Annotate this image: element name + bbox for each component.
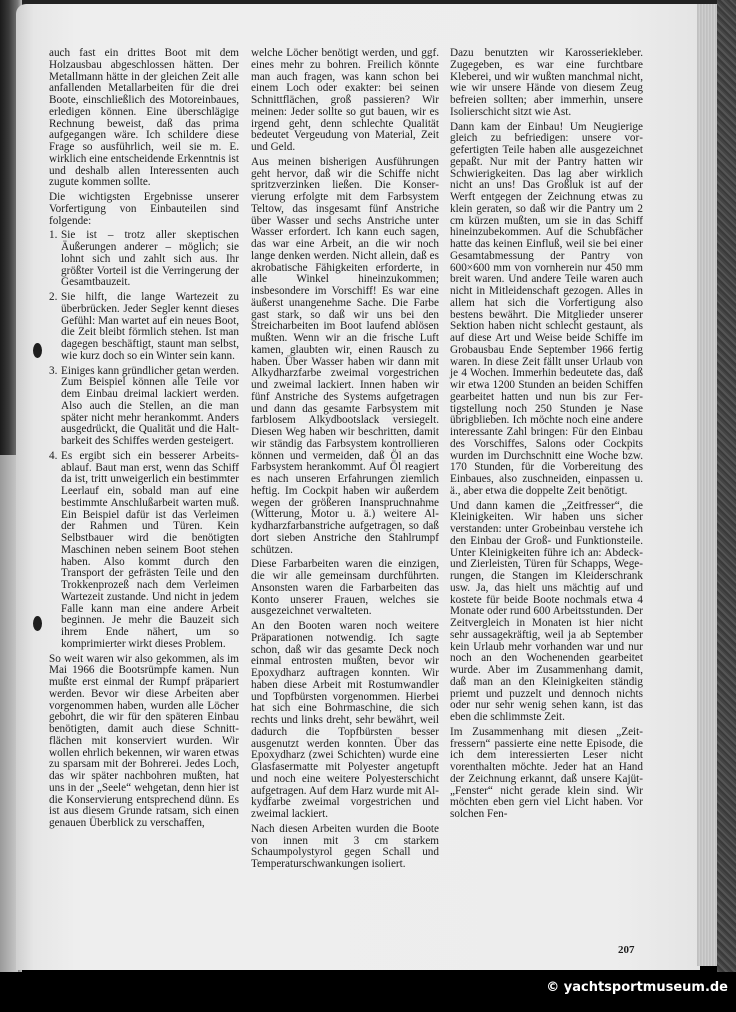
copyright-watermark: © yachtsportmuseum.de [546, 980, 728, 995]
list-item [49, 230, 239, 289]
results-list [49, 230, 239, 650]
text-column-3 [450, 48, 643, 824]
list-item [49, 366, 239, 448]
paragraph: Nach diesen Arbeiten wurden die Boote von innen mit 3 cm starkem Schaumpolystyrol gegen Schall und Temperaturschwankungen isoliert. [251, 822, 439, 870]
text-column-2 [251, 48, 439, 874]
binding-hole [33, 343, 42, 358]
binding-hole [33, 616, 42, 631]
list-number: 2. [49, 291, 58, 303]
text-column-1 [49, 48, 239, 833]
list-text: Sie hilft, die lange Wartezeit zu überbrücken. Jeder Segler kennt dieses Gefühl: Man wartet auf ein neues Boot, die Zeit bleibt förmlich stehen. Ist man dagegen beschäftigt, staunt man selbst, wie kurz doch so ein Winter sein kann. [61, 291, 239, 362]
paragraph: Diese Farbarbeiten waren die einzigen, die wir alle gemeinsam durchführten. Ansonsten waren die Farbarbeiten das Konto unserer Frauen, welches sie ausgezeichnet verwalteten. [251, 558, 439, 618]
page-number: 207 [618, 944, 635, 956]
paragraph: auch fast ein drittes Boot mit dem Holzausbau abgeschlossen hätten. Der Metallmann hätte in der gleichen Zeit alle anfallenden Metallarbeiten für die drei Boote, einschließlich des Motoreinbaues, erledigen können. Eine überschlägige Rechnung beweist, daß das prima aufgegangen wäre. Ich schildere diese Frage so ausführlich, weil sie m. E. wirklich eine entscheidende Erkenntnis ist und deshalb allen Interessenten auch zugute kommen sollte. [49, 47, 239, 189]
paragraph: So weit waren wir also gekommen, als im Mai 1966 die Bootsrümpfe kamen. Nun mußte erst einmal der Rumpf präpariert werden. Bevor wir diese Arbeiten aber vorgenommen haben, wurden alle Löcher gebohrt, die wir für den späteren Einbau benötigten, damit auch diese Schnittflächen mit konserviert wurden. Wir wollen ehrlich bekennen, wir waren etwas zu sparsam mit der Bohrerei. Jedes Loch, das wir später nachbohren mußten, hat uns in der „Seele“ wehgetan, denn hier ist die Konservierung entsprechend dünn. Es ist aus diesem Grunde ratsam, sich einen genauen Überblick zu verschaffen, [49, 652, 239, 829]
table-surface [717, 0, 736, 975]
paragraph: Dann kam der Einbau! Um Neugierige gleich zu befriedigen: unsere vorgefertigten Teile haben alle ausgezeichnet gepaßt. Nur mit der Pantry hatten wir Schwierigkeiten. Das lag aber wirklich nicht an uns! Das Großluk ist auf der Werft entgegen der Zeichnung etwas zu klein geraten, so daß wir die Pantry um 2 cm kürzen mußten, um sie in das Schiff hineinzubekommen. Auf die Schubfächer hatte das keinen Einfluß, weil sie bei einer Gesamtabmessung der Pantry von 600×600 mm von vornherein nur 450 mm breit waren. Und andere Teile waren auch nicht in Mitleidenschaft gezogen. Alles in allem hat sich die Vorfertigung also bestens bewährt. Die Mitglieder unserer Sektion haben nicht schlecht gestaunt, als auf diese Art und Weise beide Schiffe im Grobausbau Ende September 1966 fertig waren. In diese Zeit fällt unser Urlaub von je 4 Wochen. Immerhin bedeutete das, daß wir etwa 1200 Stunden an beiden Schiffen gearbeitet hatten und nun bis zur Fertigstellung noch 250 Stunden je Nase übrigblieben. Ich möchte noch eine andere interessante Zahl bringen: Für den Einbau des Vorschiffes, Salons oder Cockpits wurden im Durchschnitt eine Woche bzw. 170 Stunden, für die Vorbereitung des Einbaues, also zuschneiden, einpassen u. ä., aber etwa die doppelte Zeit benötigt. [450, 120, 643, 497]
paragraph: Im Zusammenhang mit diesen „Zeitfressern“ passierte eine nette Episode, die ich dem interessierten Leser nicht vorenthalten möchte. Jeder hat an Hand der Zeichnung erkannt, daß unsere Kajüt-„Fenster“ nicht gerade klein sind. Wir möchten eben gern viel Licht haben. Vor solchen Fen- [450, 725, 643, 820]
paragraph: Aus meinen bisherigen Ausführungen geht hervor, daß wir die Schiffe nicht spritzverzinken ließen. Die Konservierung erfolgte mit dem Farbsystem Teltow, das insgesamt fünf Anstriche über Wasser und sechs Anstriche unter Wasser erfordert. Ich kann euch sagen, das war eine Arbeit, an die wir noch lange denken werden. Nicht allein, daß es akrobatische Fähigkeiten erforderte, in alle Winkel hineinzukommen; insbesondere im Vorschiff! Es war eine äußerst unangenehme Sache. Die Farbe gast stark, so daß wir uns bei den Streicharbeiten im Boot laufend ablösen mußten. Wenn wir an die frische Luft kamen, glaubten wir, einen Rausch zu haben. Über Wasser haben wir dann mit Alkydharzfarbe zweimal vorgestrichen und zweimal lackiert. Innen haben wir fünf Anstriche des Systems aufgetragen und dann das gesamte Farbsystem mit farblosem Alkydbootslack versiegelt. Diesen Weg haben wir beschritten, damit wir ständig das Farbsystem kontrollieren können und vermeiden, daß Öl an das Farbsystem herankommt. Auf Öl reagiert es nach unseren Erfahrungen ziemlich heftig. Im Cockpit haben wir außerdem wegen der größeren Inanspruchnahme (Witterung, Motor u. ä.) weitere Alkydharzfarbanstriche aufgetragen, so daß dort sieben Anstriche den Stahlrumpf schützen. [251, 155, 439, 556]
list-number: 1. [49, 229, 58, 242]
list-item [49, 292, 239, 363]
list-text: Es ergibt sich ein besserer Arbeitsablauf. Baut man erst, wenn das Schiff da ist, tritt unweigerlich ein bestimmter Leerlauf ein, sobald man auf eine bestimmte Anschlußarbeit warten muß. Ein Beispiel dafür ist das Verleimen der Rahmen und Türen. Kein Selbstbauer wird die benötigten Maschinen neben seinem Boot stehen haben. Also kommt durch den Transport der gefrästen Teile und den Trokkenprozeß nach dem Verleimen Wartezeit zustande. Und nicht in jedem Falle kann man eine andere Arbeit beginnen. Je mehr die Bauzeit sich ihrem Ende nähert, um so komprimierter wirkt dieses Problem. [61, 449, 239, 650]
list-text: Sie ist – trotz aller skeptischen Äußerungen anderer – möglich; sie lohnt sich und zahlt sich aus. Ihr größter Vorteil ist die Verringerung der Gesamtbauzeit. [61, 229, 239, 289]
paragraph: welche Löcher benötigt werden, und ggf. eines mehr zu bohren. Freilich könnte man auch fragen, was kann schon bei einem Loch oder exakter: bei seinen Schnittflächen, groß passieren? Wir meinen: Jeder sollte so gut bauen, wir es irgend geht, denn schlechte Qualität bedeutet Vergeudung von Material, Zeit und Geld. [251, 47, 439, 153]
page-edges [697, 4, 717, 966]
list-number: 4. [49, 449, 58, 462]
list-item [49, 451, 239, 651]
paragraph: Dazu benutzten wir Karosseriekleber. Zugegeben, es war eine furchtbare Kleberei, und wir wußten manchmal nicht, wie wir unsere Hände von diesem Zeug befreien sollten; aber immerhin, unsere Isolierschicht sitzt wie Ast. [450, 47, 643, 118]
paragraph: Und dann kamen die „Zeitfresser“, die Kleinigkeiten. Wir haben uns sicher verstanden: unter Grobeinbau verstehe ich den Einbau der Groß- und Funktionsteile. Unter Kleinigkeiten führe ich an: Abdeck- und Zierleisten, Türen für Schapps, Wegerungen, die Stangen im Kleiderschrank usw. Ja, das hielt uns mächtig auf und kostete für beide Boote nochmals etwa 4 Monate oder rund 600 Arbeitsstunden. Der Zeitvergleich in Monaten ist hier nicht sehr aussagekräftig, weil ja ab September kein Urlaub mehr vorhanden war und nur noch an den Wochenenden gearbeitet wurde. Aber im Zusammenhang damit, daß man an den Kleinigkeiten ständig priemt und puzzelt und dennoch nichts oder nur sehr wenig sehen kann, ist das eben die schlimmste Zeit. [450, 499, 643, 723]
paragraph: Die wichtigsten Ergebnisse unserer Vorfertigung von Einbauteilen sind folgende: [49, 191, 239, 227]
list-number: 3. [49, 364, 58, 377]
paragraph: An den Booten waren noch weitere Präparationen notwendig. Ich sagte schon, daß wir das gesamte Deck noch einmal entrosten mußten, bevor wir Epoxydharz auftragen konnten. Wir haben diese Arbeit mit Rostumwandler und Topfbürsten vorgenommen. Hierbei hat sich eine Bohrmaschine, die sich rechts und links dreht, sehr bewährt, weil dadurch die Topfbürsten besser ausgenutzt werden konnten. Über das Epoxydharz (zwei Schichten) wurde eine Glasfasermatte mit Polyester angetupft und noch eine weitere Polyesterschicht aufgetragen. Auf dem Harz wurde mit Alkydfarbe zweimal vorgestrichen und zweimal lackiert. [251, 620, 439, 820]
list-text: Einiges kann gründlicher getan werden. Zum Beispiel können alle Teile vor dem Einbau dreimal lackiert werden. Also auch die Stellen, an die man später nicht mehr herankommt. Anders ausgedrückt, die Qualität und die Haltbarkeit des Schiffes werden gesteigert. [61, 364, 240, 447]
